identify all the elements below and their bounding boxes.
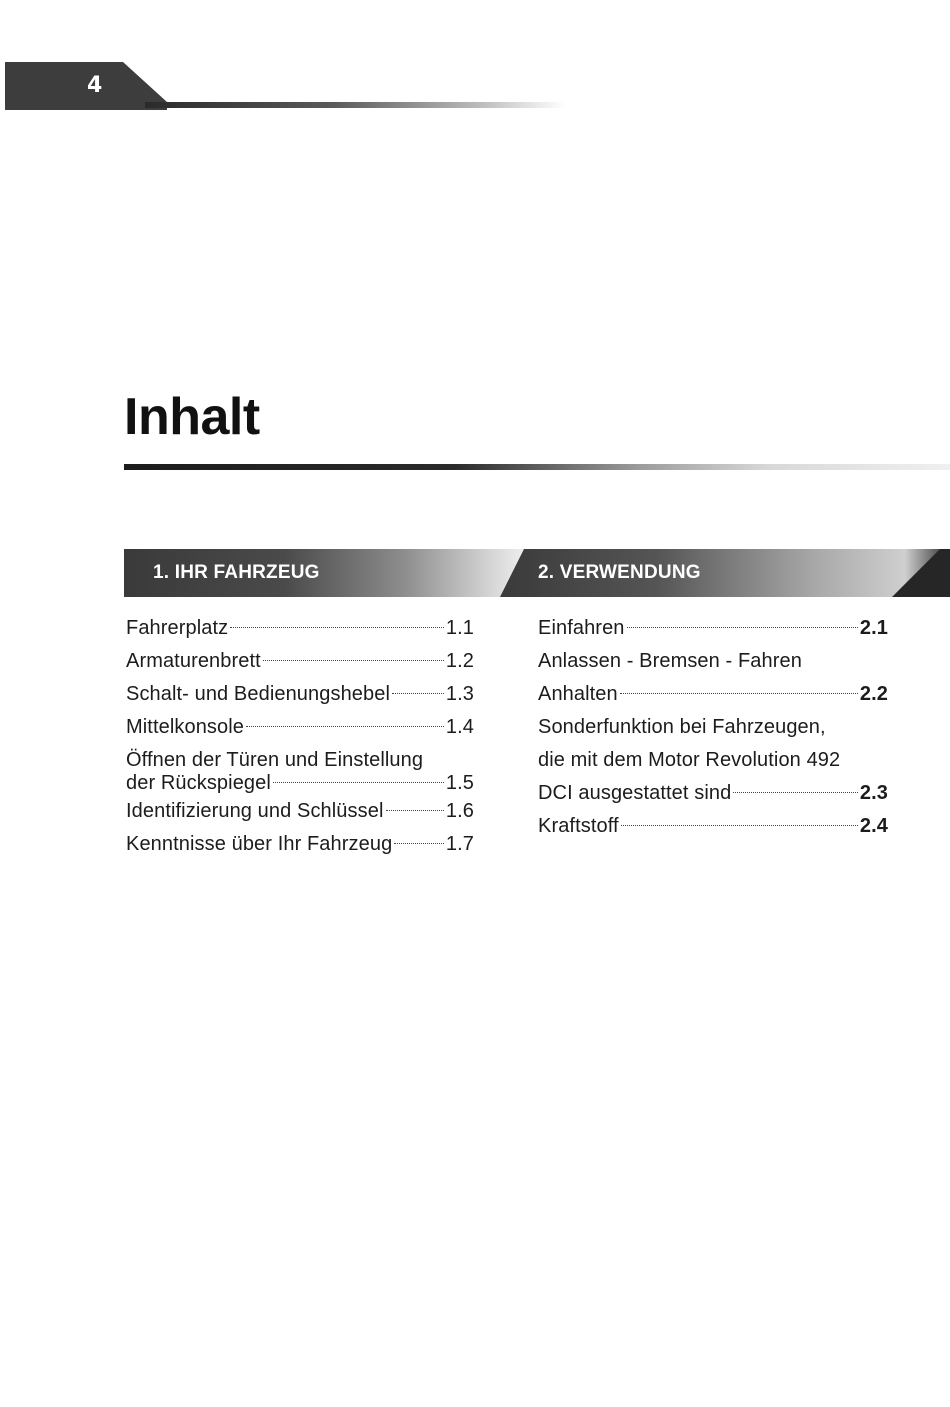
- toc-entry[interactable]: [126, 678, 474, 711]
- page-number: 4: [87, 73, 103, 98]
- section-2-heading: 2. VERWENDUNG: [538, 562, 701, 583]
- title-divider: [124, 464, 950, 470]
- toc-entry-label: DCI ausgestattet sind: [538, 782, 732, 804]
- toc-entry-ref: 1.7: [445, 833, 474, 855]
- toc-entry-ref: 2.3: [859, 782, 888, 804]
- leader-dots: [621, 825, 858, 826]
- section-1-heading: 1. IHR FAHRZEUG: [153, 562, 320, 583]
- toc-entry-label: Einfahren: [538, 617, 625, 639]
- toc-entry-label: Mittelkonsole: [126, 716, 245, 738]
- leader-dots: [392, 693, 444, 694]
- toc-entry-ref: 1.3: [445, 683, 474, 705]
- toc-entry-label: Identifizierung und Schlüssel: [126, 800, 384, 822]
- toc-entry-ref: 2.4: [859, 815, 888, 837]
- toc-entry-label: Kenntnisse über Ihr Fahrzeug: [126, 833, 393, 855]
- toc-entry-label: Anhalten: [538, 683, 618, 705]
- toc-entry-ref: 1.1: [445, 617, 474, 639]
- toc-entry-label: Fahrerplatz: [126, 617, 229, 639]
- toc-entry[interactable]: [126, 828, 474, 861]
- toc-entry-label: Anlassen - Bremsen - Fahren: [538, 650, 802, 672]
- leader-dots: [627, 627, 858, 628]
- toc-entry-label-line1: Öffnen der Türen und Einstellung: [126, 749, 424, 771]
- toc-entry[interactable]: [126, 711, 474, 744]
- page-title: Inhalt: [124, 388, 260, 446]
- toc-entry-ref: 1.6: [445, 800, 474, 822]
- toc-entry[interactable]: [538, 744, 888, 777]
- toc-entry[interactable]: [538, 810, 888, 843]
- toc-entry-ref: 2.2: [859, 683, 888, 705]
- toc-entry[interactable]: [538, 777, 888, 810]
- leader-dots: [263, 660, 444, 661]
- toc-entry[interactable]: [126, 795, 474, 828]
- toc-entry[interactable]: [126, 612, 474, 645]
- toc-entry-ref: 1.2: [445, 650, 474, 672]
- toc-entry[interactable]: [538, 612, 888, 645]
- leader-dots: [230, 627, 444, 628]
- toc-entry-label: Sonderfunktion bei Fahrzeugen,: [538, 716, 826, 738]
- toc-entry[interactable]: [126, 744, 474, 795]
- leader-dots: [386, 810, 444, 811]
- toc-entry-label: Schalt- und Bedienungshebel: [126, 683, 391, 705]
- toc-entry-label: der Rückspiegel: [126, 772, 271, 794]
- leader-dots: [273, 782, 444, 783]
- toc-entry[interactable]: [126, 645, 474, 678]
- toc-entry-label: Kraftstoff: [538, 815, 619, 837]
- toc-entry[interactable]: [538, 711, 888, 744]
- toc-entry-ref: 2.1: [859, 617, 888, 639]
- toc-section-1-list: [126, 612, 474, 861]
- toc-entry[interactable]: [538, 645, 888, 678]
- toc-entry-ref: 1.5: [445, 772, 474, 794]
- toc-entry-label: Armaturenbrett: [126, 650, 261, 672]
- leader-dots: [246, 726, 444, 727]
- toc-entry-ref: 1.4: [445, 716, 474, 738]
- toc-entry[interactable]: [538, 678, 888, 711]
- toc-section-2-list: [538, 612, 888, 843]
- leader-dots: [620, 693, 858, 694]
- leader-dots: [394, 843, 444, 844]
- leader-dots: [733, 792, 858, 793]
- toc-entry-label: die mit dem Motor Revolution 492: [538, 749, 841, 771]
